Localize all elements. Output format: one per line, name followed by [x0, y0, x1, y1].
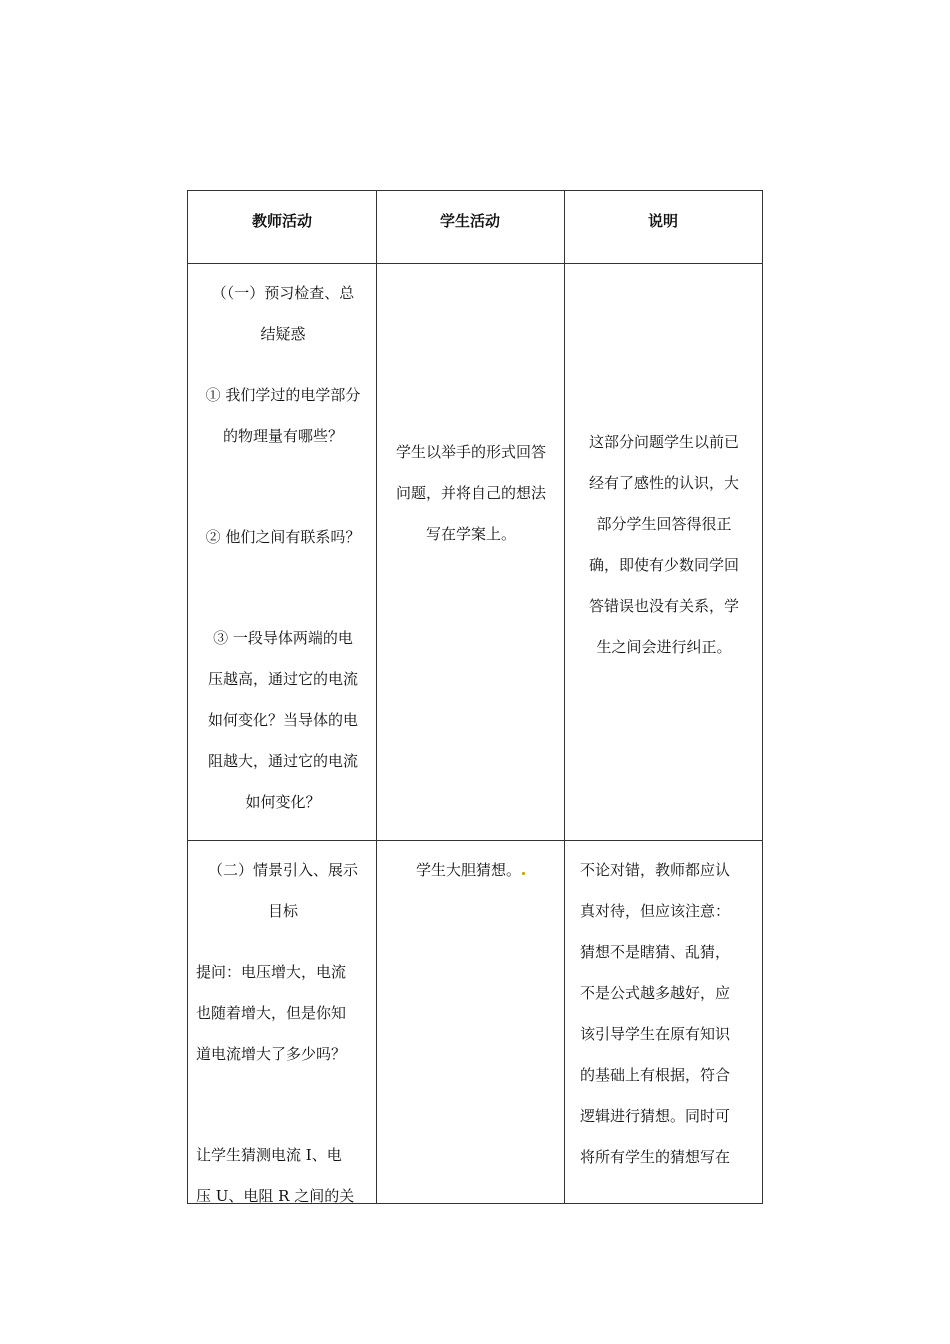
note-line: 不论对错，教师都应认	[580, 861, 731, 879]
note-line: 的基础上有根据，符合	[580, 1066, 731, 1084]
row-divider	[188, 263, 762, 264]
row2-student-cell	[384, 850, 558, 891]
note-line: 部分学生回答得很正	[596, 515, 732, 533]
note-line: 不是公式越多越好，应	[580, 984, 731, 1002]
lesson-table	[187, 190, 763, 1204]
row1-teacher-cell	[196, 273, 370, 823]
note-line: 逻辑进行猜想。同时可	[580, 1107, 731, 1125]
question-line: 压越高，通过它的电流	[207, 670, 358, 688]
column-divider	[564, 191, 565, 1203]
column-divider	[376, 191, 377, 1203]
note-line: 这部分问题学生以前已	[588, 433, 739, 451]
header-student-activity: 学生活动	[439, 212, 500, 230]
question-line: 压 U、电阻 R 之间的关	[196, 1187, 355, 1205]
question-line: 让学生猜测电流 I、电	[196, 1146, 342, 1164]
student-line: 写在学案上。	[425, 525, 516, 543]
note-line: 该引导学生在原有知识	[580, 1025, 731, 1043]
row-divider	[188, 840, 762, 841]
question-line: 也随着增大，但是你知	[196, 1004, 347, 1022]
question-line: ③ 一段导体两端的电	[213, 629, 353, 647]
question-line: 如何变化？当导体的电	[207, 711, 358, 729]
note-line: 将所有学生的猜想写在	[580, 1148, 731, 1166]
section-title-line: （二）情景引入、展示	[207, 861, 358, 879]
marker-dot	[522, 872, 525, 875]
header-notes: 说明	[647, 212, 678, 230]
section-title-line: （（一）预习检查、总	[211, 284, 355, 302]
note-line: 答错误也没有关系，学	[588, 597, 739, 615]
question-line: 提问：电压增大，电流	[196, 963, 347, 981]
row1-note-cell	[572, 422, 756, 668]
question-line: 道电流增大了多少吗？	[196, 1045, 347, 1063]
section-title-line: 目标	[267, 902, 298, 920]
question-line: 如何变化？	[245, 793, 321, 811]
question-line: 的物理量有哪些？	[222, 427, 343, 445]
question-line: ② 他们之间有联系吗？	[205, 528, 361, 546]
note-line: 真对待，但应该注意：	[580, 902, 731, 920]
student-line: 学生大胆猜想。	[415, 861, 521, 879]
row2-note-cell	[580, 850, 756, 1178]
question-line: 阻越大，通过它的电流	[207, 752, 358, 770]
student-line: 学生以举手的形式回答	[395, 443, 546, 461]
note-line: 确，即使有少数同学回	[588, 556, 739, 574]
note-line: 猜想不是瞎猜、乱猜，	[580, 943, 731, 961]
row2-teacher-cell	[196, 850, 370, 1217]
student-line: 问题，并将自己的想法	[395, 484, 546, 502]
header-teacher-activity: 教师活动	[251, 212, 312, 230]
section-title-line: 结疑惑	[260, 325, 306, 343]
note-line: 生之间会进行纠正。	[596, 638, 732, 656]
question-line: ① 我们学过的电学部分	[205, 386, 361, 404]
row1-student-cell	[384, 432, 558, 555]
note-line: 经有了感性的认识，大	[588, 474, 739, 492]
